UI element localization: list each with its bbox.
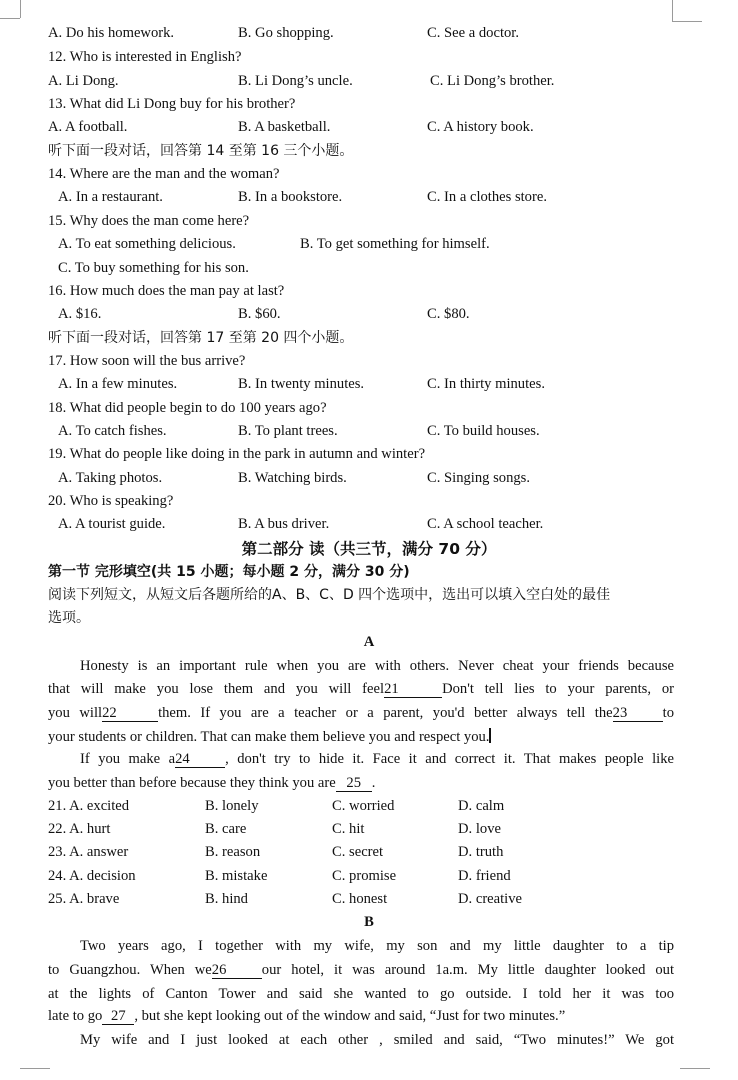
passage-a-line2 [48, 680, 674, 698]
blank-21: 21 [384, 681, 442, 698]
option-row-22: 22. A. hurt [48, 821, 111, 837]
q11-option-a: A. Do his homework. [48, 25, 175, 41]
option-24-b: B. mistake [205, 868, 268, 884]
q15-option-a: A. To eat something delicious. [58, 236, 236, 252]
text-cursor [489, 728, 491, 743]
crop-mark-top-left [0, 18, 20, 19]
q18-stem: 18. What did people begin to do 100 years ago? [48, 400, 327, 416]
passage-b-line5 [48, 1031, 674, 1049]
q13-stem: 13. What did Li Dong buy for his brother? [48, 96, 296, 112]
passage-a-text: , don't try to hide it. Face it and correct it. That makes people like [225, 751, 674, 767]
crop-mark-bottom-right [680, 1068, 710, 1069]
q19-option-c: C. Singing songs. [427, 470, 530, 486]
option-row-21: 21. A. excited [48, 798, 130, 814]
option-25-b: B. hind [205, 891, 248, 907]
q11-option-b: B. Go shopping. [238, 25, 334, 41]
passage-a-line1 [48, 657, 674, 675]
passage-a-line5 [48, 750, 674, 768]
passage-b-line1 [48, 937, 674, 955]
passage-b-text: My wife and I just looked at each other , smiled and said, “Two minutes!” We got [80, 1032, 674, 1048]
passage-b-line2 [48, 961, 674, 979]
option-25-c: C. honest [332, 891, 388, 907]
q17-stem: 17. How soon will the bus arrive? [48, 353, 246, 369]
option-21-b: B. lonely [205, 798, 259, 814]
q14-option-a: A. In a restaurant. [58, 189, 163, 205]
q12-option-b: B. Li Dong’s uncle. [238, 73, 353, 89]
q20-stem: 20. Who is speaking? [48, 493, 174, 509]
passage-a-line3 [48, 704, 674, 722]
passage-a-text: Don't tell lies to your parents, or [442, 681, 675, 697]
blank-23: 23 [613, 705, 663, 722]
blank-22: 22 [102, 705, 158, 722]
passage-b-text: Two years ago, I together with my wife, my son and my little daughter to a tip [80, 938, 674, 954]
section1-instruction-line1: 阅读下列短文，从短文后各题所给的A、B、C、D 四个选项中，选出可以填入空白处的最佳 [48, 587, 611, 603]
q14-option-c: C. In a clothes store. [427, 189, 547, 205]
option-24-d: D. friend [458, 868, 511, 884]
crop-mark-top-left [20, 0, 21, 18]
q18-option-b: B. To plant trees. [238, 423, 338, 439]
q15-stem: 15. Why does the man come here? [48, 213, 250, 229]
option-row-24: 24. A. decision [48, 868, 136, 884]
q19-option-a: A. Taking photos. [58, 470, 163, 486]
q19-stem: 19. What do people like doing in the park in autumn and winter? [48, 446, 426, 462]
part2-title: 第二部分 读（共三节，满分 70 分） [241, 540, 497, 558]
q12-option-c: C. Li Dong’s brother. [430, 73, 555, 89]
blank-27: 27 [102, 1008, 134, 1025]
q13-option-c: C. A history book. [427, 119, 534, 135]
passage-a-text: your students or children. That can make them believe you and respect you. [48, 729, 490, 745]
q15-option-c: C. To buy something for his son. [58, 260, 249, 276]
passage-b-text: our hotel, it was around 1a.m. My little daughter looked out [261, 962, 674, 978]
blank-25: 25 [336, 775, 372, 792]
passage-b-text: to Guangzhou. When we [48, 962, 212, 978]
q20-option-b: B. A bus driver. [238, 516, 330, 532]
q13-option-a: A. A football. [48, 119, 128, 135]
q12-stem: 12. Who is interested in English? [48, 49, 242, 65]
crop-mark-top-right [672, 21, 702, 22]
passage-b-line4 [48, 1007, 565, 1025]
crop-mark-top-right [672, 0, 673, 22]
crop-mark-bottom-left [20, 1068, 50, 1069]
q18-option-c: C. To build houses. [427, 423, 540, 439]
q16-option-c: C. $80. [427, 306, 470, 322]
section1-instruction-line2: 选项。 [48, 610, 90, 626]
passage-b-text: at the lights of Canton Tower and said she wanted to go outside. I told her it was too [48, 986, 674, 1002]
q13-option-b: B. A basketball. [238, 119, 331, 135]
listening-instruction-14-16: 听下面一段对话，回答第 14 至第 16 三个小题。 [48, 143, 354, 159]
option-22-c: C. hit [332, 821, 365, 837]
q17-option-c: C. In thirty minutes. [427, 376, 545, 392]
option-21-c: C. worried [332, 798, 395, 814]
q16-option-a: A. $16. [58, 306, 102, 322]
q14-stem: 14. Where are the man and the woman? [48, 166, 280, 182]
q18-option-a: A. To catch fishes. [58, 423, 167, 439]
q20-option-c: C. A school teacher. [427, 516, 544, 532]
option-22-b: B. care [205, 821, 247, 837]
passage-b-line3 [48, 985, 674, 1003]
q16-stem: 16. How much does the man pay at last? [48, 283, 285, 299]
option-23-c: C. secret [332, 844, 384, 860]
passage-a-line4 [48, 728, 491, 746]
option-22-d: D. love [458, 821, 501, 837]
option-21-d: D. calm [458, 798, 505, 814]
q11-option-c: C. See a doctor. [427, 25, 520, 41]
q16-option-b: B. $60. [238, 306, 281, 322]
option-23-d: D. truth [458, 844, 504, 860]
q17-option-b: B. In twenty minutes. [238, 376, 365, 392]
passage-a-text: them. If you are a teacher or a parent, you'd better always tell the [158, 705, 613, 721]
q19-option-b: B. Watching birds. [238, 470, 347, 486]
blank-24: 24 [175, 751, 225, 768]
passage-b-text: late to go [48, 1008, 103, 1024]
passage-a-line6 [48, 774, 375, 792]
option-row-23: 23. A. answer [48, 844, 129, 860]
passage-b-text: , but she kept looking out of the window and said, “Just for two minutes.” [134, 1008, 566, 1024]
passage-a-text: If you make a [80, 751, 176, 767]
q17-option-a: A. In a few minutes. [58, 376, 178, 392]
passage-a-text: you better than before because they think you are [48, 775, 336, 791]
option-23-b: B. reason [205, 844, 261, 860]
option-row-25: 25. A. brave [48, 891, 120, 907]
q15-option-b: B. To get something for himself. [300, 236, 490, 252]
passage-a-text: . [371, 775, 376, 791]
option-25-d: D. creative [458, 891, 523, 907]
option-24-c: C. promise [332, 868, 397, 884]
q14-option-b: B. In a bookstore. [238, 189, 343, 205]
q12-option-a: A. Li Dong. [48, 73, 119, 89]
q20-option-a: A. A tourist guide. [58, 516, 166, 532]
listening-instruction-17-20: 听下面一段对话，回答第 17 至第 20 四个小题。 [48, 330, 354, 346]
passage-a-text: Honesty is an important rule when you are with others. Never cheat your friends because [80, 658, 674, 674]
section1-title: 第一节 完形填空(共 15 小题；每小题 2 分，满分 30 分) [48, 564, 410, 580]
passage-a-label: A [363, 634, 375, 650]
passage-a-text: to [662, 705, 675, 721]
passage-b-label: B [364, 914, 374, 930]
passage-a-text: that will make you lose them and you will feel [48, 681, 385, 697]
blank-26: 26 [212, 962, 262, 979]
passage-a-text: you will [48, 705, 103, 721]
